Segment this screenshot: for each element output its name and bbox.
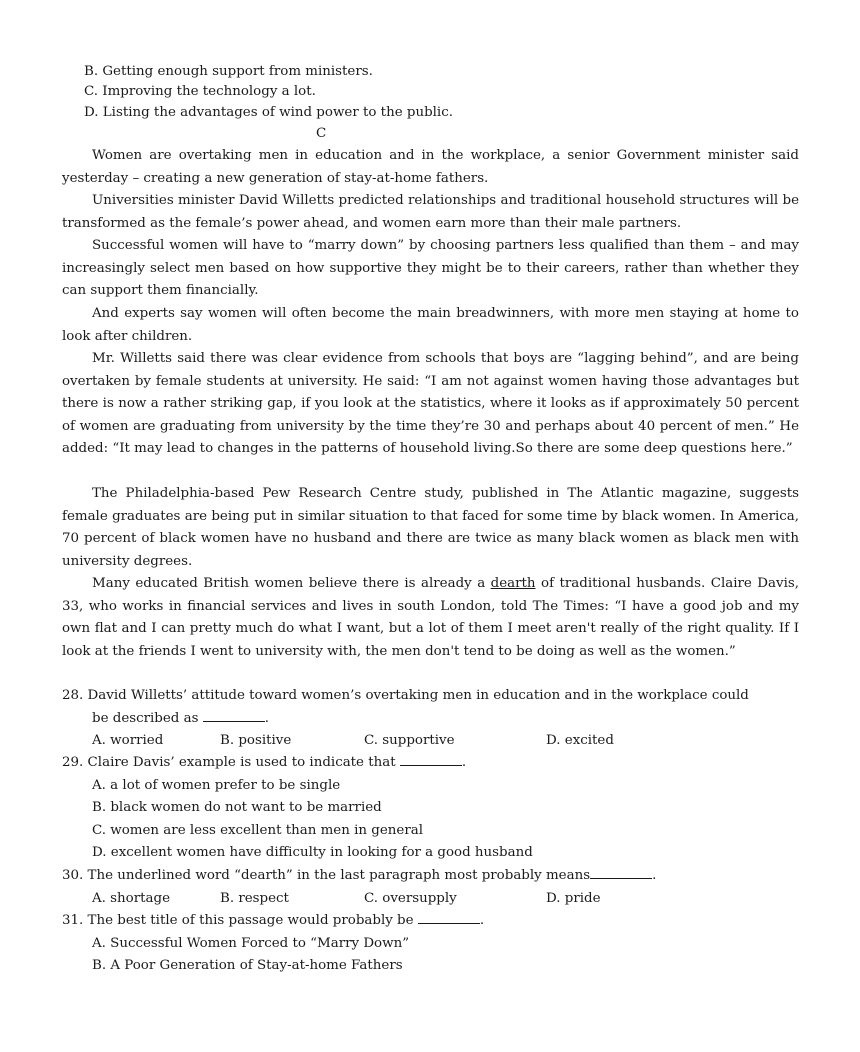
paragraph-7-text-after: of traditional husbands. Claire Davis, 33, who works in financial services and lives in south London, told The Times: “I have a good job and my own flat and I can pretty much do what I want, but a lot of them I meet aren't really of the right quality. If I look at the friends I went to university with, the men don't tend to be doing as well as the women.”	[62, 576, 799, 659]
passage-paragraph-7	[62, 573, 799, 663]
paragraph-7-text-before: Many educated British women believe there is already a	[92, 576, 491, 591]
prev-option-c: C. Improving the technology a lot.	[84, 84, 316, 99]
q29-option-a: A. a lot of women prefer to be single	[92, 778, 341, 793]
question-28-line-2-text: be described as	[92, 710, 199, 726]
question-29-stem-text: 29. Claire Davis’ example is used to indicate that	[62, 755, 396, 770]
passage-paragraph-6: The Philadelphia-based Pew Research Centre study, published in The Atlantic magazine, suggests female graduates are being put in similar situation to that faced for some time by black women. In America, 70 percent of black women have no husband and there are twice as many black women as black men with university degrees.	[62, 486, 799, 569]
answer-blank	[203, 709, 265, 722]
answer-blank	[400, 753, 462, 766]
q29-option-d: D. excellent women have difficulty in looking for a good husband	[92, 845, 533, 860]
answer-blank	[418, 911, 480, 924]
question-28-line-1: 28. David Willetts’ attitude toward women’s overtaking men in education and in the workplace could	[62, 688, 749, 703]
question-28-stem	[62, 685, 799, 730]
q31-option-b: B. A Poor Generation of Stay-at-home Fathers	[92, 958, 403, 973]
q31-option-a: A. Successful Women Forced to “Marry Down”	[92, 936, 410, 951]
question-28-line-2: be described as .	[92, 710, 270, 726]
q29-option-b: B. black women do not want to be married	[92, 800, 382, 815]
question-31-stem: 31. The best title of this passage would probably be .	[62, 913, 485, 928]
passage-paragraph-2: Universities minister David Willetts predicted relationships and traditional household structures will be transformed as the female’s power ahead, and women earn more than their male partners.	[62, 193, 799, 231]
question-29-stem: 29. Claire Davis’ example is used to indicate that .	[62, 755, 467, 770]
question-30-stem: 30. The underlined word “dearth” in the last paragraph most probably means .	[62, 868, 657, 883]
q30-option-c: C. oversupply	[364, 891, 457, 906]
question-30-stem-text: 30. The underlined word “dearth” in the last paragraph most probably means	[62, 868, 591, 883]
section-letter: C	[316, 126, 327, 141]
q28-option-c: C. supportive	[364, 733, 455, 748]
question-31-stem-text: 31. The best title of this passage would probably be	[62, 913, 414, 928]
prev-option-d: D. Listing the advantages of wind power to the public.	[84, 105, 453, 120]
q30-option-b: B. respect	[220, 891, 289, 906]
passage-paragraph-4: And experts say women will often become the main breadwinners, with more men staying at home to look after children.	[62, 306, 799, 344]
answer-blank	[590, 866, 652, 879]
q28-option-d: D. excited	[546, 733, 614, 748]
q30-option-a: A. shortage	[92, 891, 171, 906]
prev-option-b: B. Getting enough support from ministers.	[84, 64, 373, 79]
q29-option-c: C. women are less excellent than men in general	[92, 823, 423, 838]
q30-option-d: D. pride	[546, 891, 601, 906]
q28-option-a: A. worried	[92, 733, 164, 748]
passage-paragraph-5: Mr. Willetts said there was clear evidence from schools that boys are “lagging behind”, and are being overtaken by female students at university. He said: “I am not against women having those advantages but there is now a rather striking gap, if you look at the statistics, where it looks as if approximately 50 percent of women are graduating from university by the time they’re 30 and perhaps about 40 percent of men.” He added: “It may lead to changes in the patterns of household living.So there are some deep questions here.”	[62, 351, 799, 457]
q28-option-b: B. positive	[220, 733, 292, 748]
underlined-word-dearth: dearth	[490, 576, 536, 591]
passage-paragraph-1: Women are overtaking men in education and in the workplace, a senior Government minister said yesterday – creating a new generation of stay-at-home fathers.	[62, 148, 799, 186]
passage-paragraph-3: Successful women will have to “marry down” by choosing partners less qualified than them – and may increasingly select men based on how supportive they might be to their careers, rather than whether they can support them financially.	[62, 238, 799, 299]
